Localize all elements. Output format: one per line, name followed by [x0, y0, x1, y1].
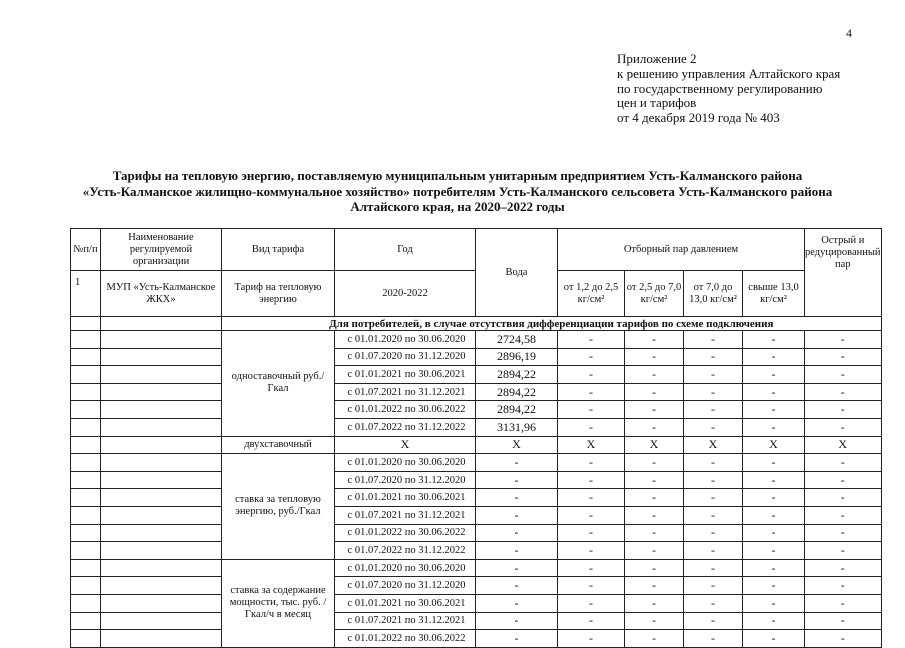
steam-4-value: -	[743, 366, 805, 384]
band-org	[101, 317, 222, 331]
steam-1-value: -	[558, 559, 625, 577]
cell-num	[71, 612, 101, 630]
steam-2-value: -	[625, 594, 684, 612]
steam-3-value: Х	[684, 436, 743, 454]
steam-2-value: -	[625, 383, 684, 401]
cell-num	[71, 366, 101, 384]
water-value: -	[476, 489, 558, 507]
steam-1-value: Х	[558, 436, 625, 454]
cell-num	[71, 559, 101, 577]
header-steam: Отборный пар давлением	[558, 229, 805, 271]
steam-3-value: -	[684, 383, 743, 401]
steam-4-value: -	[743, 559, 805, 577]
table-row	[71, 366, 882, 384]
table-row	[71, 524, 882, 542]
steam-4-value: -	[743, 331, 805, 349]
table-row	[71, 454, 882, 472]
steam-2-value: -	[625, 577, 684, 595]
steam-1-value: -	[558, 366, 625, 384]
tariff-group-label: ставка за тепловую энергию, руб./Гкал	[222, 454, 335, 560]
steam-col-2: от 2,5 до 7,0 кг/см²	[625, 271, 684, 317]
org-tariff-type: Тариф на тепловую энергию	[222, 271, 335, 317]
cell-num	[71, 348, 101, 366]
sharp-steam-value: -	[805, 383, 882, 401]
tariff-group-label: ставка за содержание мощности, тыс. руб. /Гкал/ч в месяц	[222, 559, 335, 647]
cell-org	[101, 366, 222, 384]
sharp-steam-value: -	[805, 471, 882, 489]
steam-3-value: -	[684, 471, 743, 489]
table-row	[71, 418, 882, 436]
org-num: 1	[71, 271, 101, 317]
sharp-steam-value: -	[805, 418, 882, 436]
sharp-steam-value: -	[805, 489, 882, 507]
steam-1-value: -	[558, 577, 625, 595]
appendix-line: Приложение 2	[617, 51, 697, 66]
sharp-steam-value: -	[805, 630, 882, 648]
cell-org	[101, 331, 222, 349]
steam-2-value: -	[625, 348, 684, 366]
period-cell: с 01.01.2022 по 30.06.2022	[335, 630, 476, 648]
steam-1-value: -	[558, 401, 625, 419]
appendix-block	[617, 52, 840, 126]
sharp-steam-value: -	[805, 454, 882, 472]
cell-org	[101, 542, 222, 560]
period-cell: с 01.01.2021 по 30.06.2021	[335, 489, 476, 507]
document-title	[60, 168, 855, 215]
cell-org	[101, 506, 222, 524]
steam-4-value: Х	[743, 436, 805, 454]
sharp-steam-value: -	[805, 506, 882, 524]
cell-org	[101, 436, 222, 454]
water-value: -	[476, 506, 558, 524]
period-cell: с 01.01.2021 по 30.06.2021	[335, 366, 476, 384]
sharp-steam-value: -	[805, 348, 882, 366]
steam-3-value: -	[684, 454, 743, 472]
tariff-table	[70, 228, 882, 648]
cell-num	[71, 331, 101, 349]
cell-org	[101, 454, 222, 472]
water-value: -	[476, 454, 558, 472]
steam-4-value: -	[743, 454, 805, 472]
period-cell: с 01.07.2022 по 31.12.2022	[335, 418, 476, 436]
steam-4-value: -	[743, 577, 805, 595]
steam-col-3: от 7,0 до 13,0 кг/см²	[684, 271, 743, 317]
appendix-line: к решению управления Алтайского края	[617, 65, 841, 81]
steam-2-value: -	[625, 542, 684, 560]
cell-org	[101, 401, 222, 419]
steam-4-value: -	[743, 383, 805, 401]
cell-num	[71, 401, 101, 419]
cell-org	[101, 577, 222, 595]
steam-2-value: -	[625, 418, 684, 436]
period-cell: с 01.07.2020 по 31.12.2020	[335, 577, 476, 595]
period-cell: с 01.01.2021 по 30.06.2021	[335, 594, 476, 612]
band-row	[71, 317, 882, 331]
cell-org	[101, 612, 222, 630]
steam-2-value: -	[625, 471, 684, 489]
page-number: 4	[846, 26, 852, 40]
period-cell: с 01.01.2022 по 30.06.2022	[335, 401, 476, 419]
header-year: Год	[335, 229, 476, 271]
table-row	[71, 348, 882, 366]
steam-1-value: -	[558, 454, 625, 472]
steam-3-value: -	[684, 348, 743, 366]
steam-3-value: -	[684, 401, 743, 419]
cell-num	[71, 630, 101, 648]
water-value: 2894,22	[476, 401, 558, 419]
cell-num	[71, 418, 101, 436]
period-cell: с 01.07.2022 по 31.12.2022	[335, 542, 476, 560]
cell-org	[101, 559, 222, 577]
cell-org	[101, 594, 222, 612]
steam-1-value: -	[558, 506, 625, 524]
header-org: Наименование регулируемой организации	[101, 229, 222, 271]
sharp-steam-value: -	[805, 542, 882, 560]
band-num	[71, 317, 101, 331]
steam-4-value: -	[743, 542, 805, 560]
steam-1-value: -	[558, 524, 625, 542]
water-value: -	[476, 559, 558, 577]
table-row	[71, 489, 882, 507]
table-row	[71, 331, 882, 349]
steam-4-value: -	[743, 489, 805, 507]
steam-2-value: -	[625, 454, 684, 472]
header-num: №п/п	[71, 229, 101, 271]
cell-num	[71, 524, 101, 542]
appendix-line: цен и тарифов	[617, 95, 697, 111]
period-cell: с 01.07.2020 по 31.12.2020	[335, 348, 476, 366]
steam-4-value: -	[743, 524, 805, 542]
cell-num	[71, 454, 101, 472]
tariff-group-label: двухставочный	[222, 436, 335, 454]
steam-3-value: -	[684, 331, 743, 349]
tariff-group-label: одноставочный руб./Гкал	[222, 331, 335, 437]
cell-org	[101, 383, 222, 401]
steam-2-value: -	[625, 524, 684, 542]
cell-num	[71, 577, 101, 595]
water-value: -	[476, 630, 558, 648]
period-cell: с 01.07.2021 по 31.12.2021	[335, 383, 476, 401]
band-label: Для потребителей, в случае отсутствия дифференциации тарифов по схеме подключения	[222, 317, 882, 331]
steam-3-value: -	[684, 559, 743, 577]
steam-2-value: -	[625, 489, 684, 507]
steam-4-value: -	[743, 594, 805, 612]
table-row	[71, 612, 882, 630]
sharp-steam-value: Х	[805, 436, 882, 454]
table-row	[71, 506, 882, 524]
cell-org	[101, 489, 222, 507]
period-cell: с 01.07.2021 по 31.12.2021	[335, 506, 476, 524]
steam-4-value: -	[743, 506, 805, 524]
cell-num	[71, 594, 101, 612]
steam-2-value: Х	[625, 436, 684, 454]
period-cell: Х	[335, 436, 476, 454]
title-line: Тарифы на тепловую энергию, поставляемую муниципальным унитарным предприятием Усть-Калманского района	[112, 168, 803, 183]
steam-1-value: -	[558, 612, 625, 630]
table-row	[71, 630, 882, 648]
cell-org	[101, 348, 222, 366]
steam-2-value: -	[625, 559, 684, 577]
header-tariff-type: Вид тарифа	[222, 229, 335, 271]
sharp-steam-value: -	[805, 577, 882, 595]
steam-4-value: -	[743, 471, 805, 489]
cell-org	[101, 524, 222, 542]
steam-2-value: -	[625, 506, 684, 524]
table-row	[71, 383, 882, 401]
water-value: -	[476, 471, 558, 489]
steam-4-value: -	[743, 418, 805, 436]
steam-1-value: -	[558, 594, 625, 612]
org-name: МУП «Усть-Калманское ЖКХ»	[101, 271, 222, 317]
steam-4-value: -	[743, 348, 805, 366]
steam-2-value: -	[625, 331, 684, 349]
period-cell: с 01.01.2020 по 30.06.2020	[335, 331, 476, 349]
steam-3-value: -	[684, 524, 743, 542]
steam-3-value: -	[684, 418, 743, 436]
sharp-steam-value: -	[805, 524, 882, 542]
sharp-steam-value: -	[805, 594, 882, 612]
cell-num	[71, 471, 101, 489]
table-row	[71, 542, 882, 560]
table-row	[71, 559, 882, 577]
water-value: -	[476, 612, 558, 630]
water-value: -	[476, 524, 558, 542]
water-value: 3131,96	[476, 418, 558, 436]
table-row	[71, 471, 882, 489]
table-row	[71, 401, 882, 419]
steam-4-value: -	[743, 612, 805, 630]
water-value: -	[476, 542, 558, 560]
steam-2-value: -	[625, 401, 684, 419]
title-line: «Усть-Калманское жилищно-коммунальное хозяйство» потребителям Усть-Калманского сельсовета Усть-Калманского района	[82, 183, 833, 199]
steam-3-value: -	[684, 594, 743, 612]
table-row	[71, 594, 882, 612]
period-cell: с 01.01.2022 по 30.06.2022	[335, 524, 476, 542]
cell-org	[101, 630, 222, 648]
steam-1-value: -	[558, 489, 625, 507]
header-water: Вода	[476, 229, 558, 317]
org-year: 2020-2022	[335, 271, 476, 317]
steam-1-value: -	[558, 630, 625, 648]
steam-col-1: от 1,2 до 2,5 кг/см²	[558, 271, 625, 317]
cell-org	[101, 418, 222, 436]
water-value: Х	[476, 436, 558, 454]
title-line: Алтайского края, на 2020–2022 годы	[350, 199, 565, 214]
steam-2-value: -	[625, 612, 684, 630]
steam-3-value: -	[684, 366, 743, 384]
sharp-steam-value: -	[805, 366, 882, 384]
cell-num	[71, 542, 101, 560]
steam-3-value: -	[684, 612, 743, 630]
water-value: -	[476, 594, 558, 612]
period-cell: с 01.07.2020 по 31.12.2020	[335, 471, 476, 489]
appendix-line: по государственному регулированию	[617, 80, 823, 96]
water-value: 2724,58	[476, 331, 558, 349]
steam-1-value: -	[558, 331, 625, 349]
cell-num	[71, 489, 101, 507]
water-value: 2896,19	[476, 348, 558, 366]
steam-3-value: -	[684, 542, 743, 560]
steam-1-value: -	[558, 348, 625, 366]
sharp-steam-value: -	[805, 612, 882, 630]
period-cell: с 01.07.2021 по 31.12.2021	[335, 612, 476, 630]
steam-1-value: -	[558, 471, 625, 489]
steam-4-value: -	[743, 401, 805, 419]
steam-col-4: свыше 13,0 кг/см²	[743, 271, 805, 317]
water-value: 2894,22	[476, 383, 558, 401]
appendix-line: от 4 декабря 2019 года № 403	[617, 110, 780, 126]
steam-3-value: -	[684, 489, 743, 507]
steam-3-value: -	[684, 506, 743, 524]
steam-1-value: -	[558, 418, 625, 436]
water-value: 2894,22	[476, 366, 558, 384]
steam-2-value: -	[625, 366, 684, 384]
sharp-steam-value: -	[805, 401, 882, 419]
cell-org	[101, 471, 222, 489]
sharp-steam-value: -	[805, 559, 882, 577]
table-row	[71, 577, 882, 595]
cell-num	[71, 383, 101, 401]
sharp-steam-value: -	[805, 331, 882, 349]
steam-2-value: -	[625, 630, 684, 648]
steam-1-value: -	[558, 383, 625, 401]
water-value: -	[476, 577, 558, 595]
steam-3-value: -	[684, 577, 743, 595]
cell-num	[71, 506, 101, 524]
period-cell: с 01.01.2020 по 30.06.2020	[335, 559, 476, 577]
cell-num	[71, 436, 101, 454]
steam-1-value: -	[558, 542, 625, 560]
header-row	[71, 229, 882, 271]
period-cell: с 01.01.2020 по 30.06.2020	[335, 454, 476, 472]
steam-4-value: -	[743, 630, 805, 648]
header-sharp-steam: Острый и редуцированный пар	[805, 229, 882, 317]
steam-3-value: -	[684, 630, 743, 648]
table-row	[71, 436, 882, 454]
